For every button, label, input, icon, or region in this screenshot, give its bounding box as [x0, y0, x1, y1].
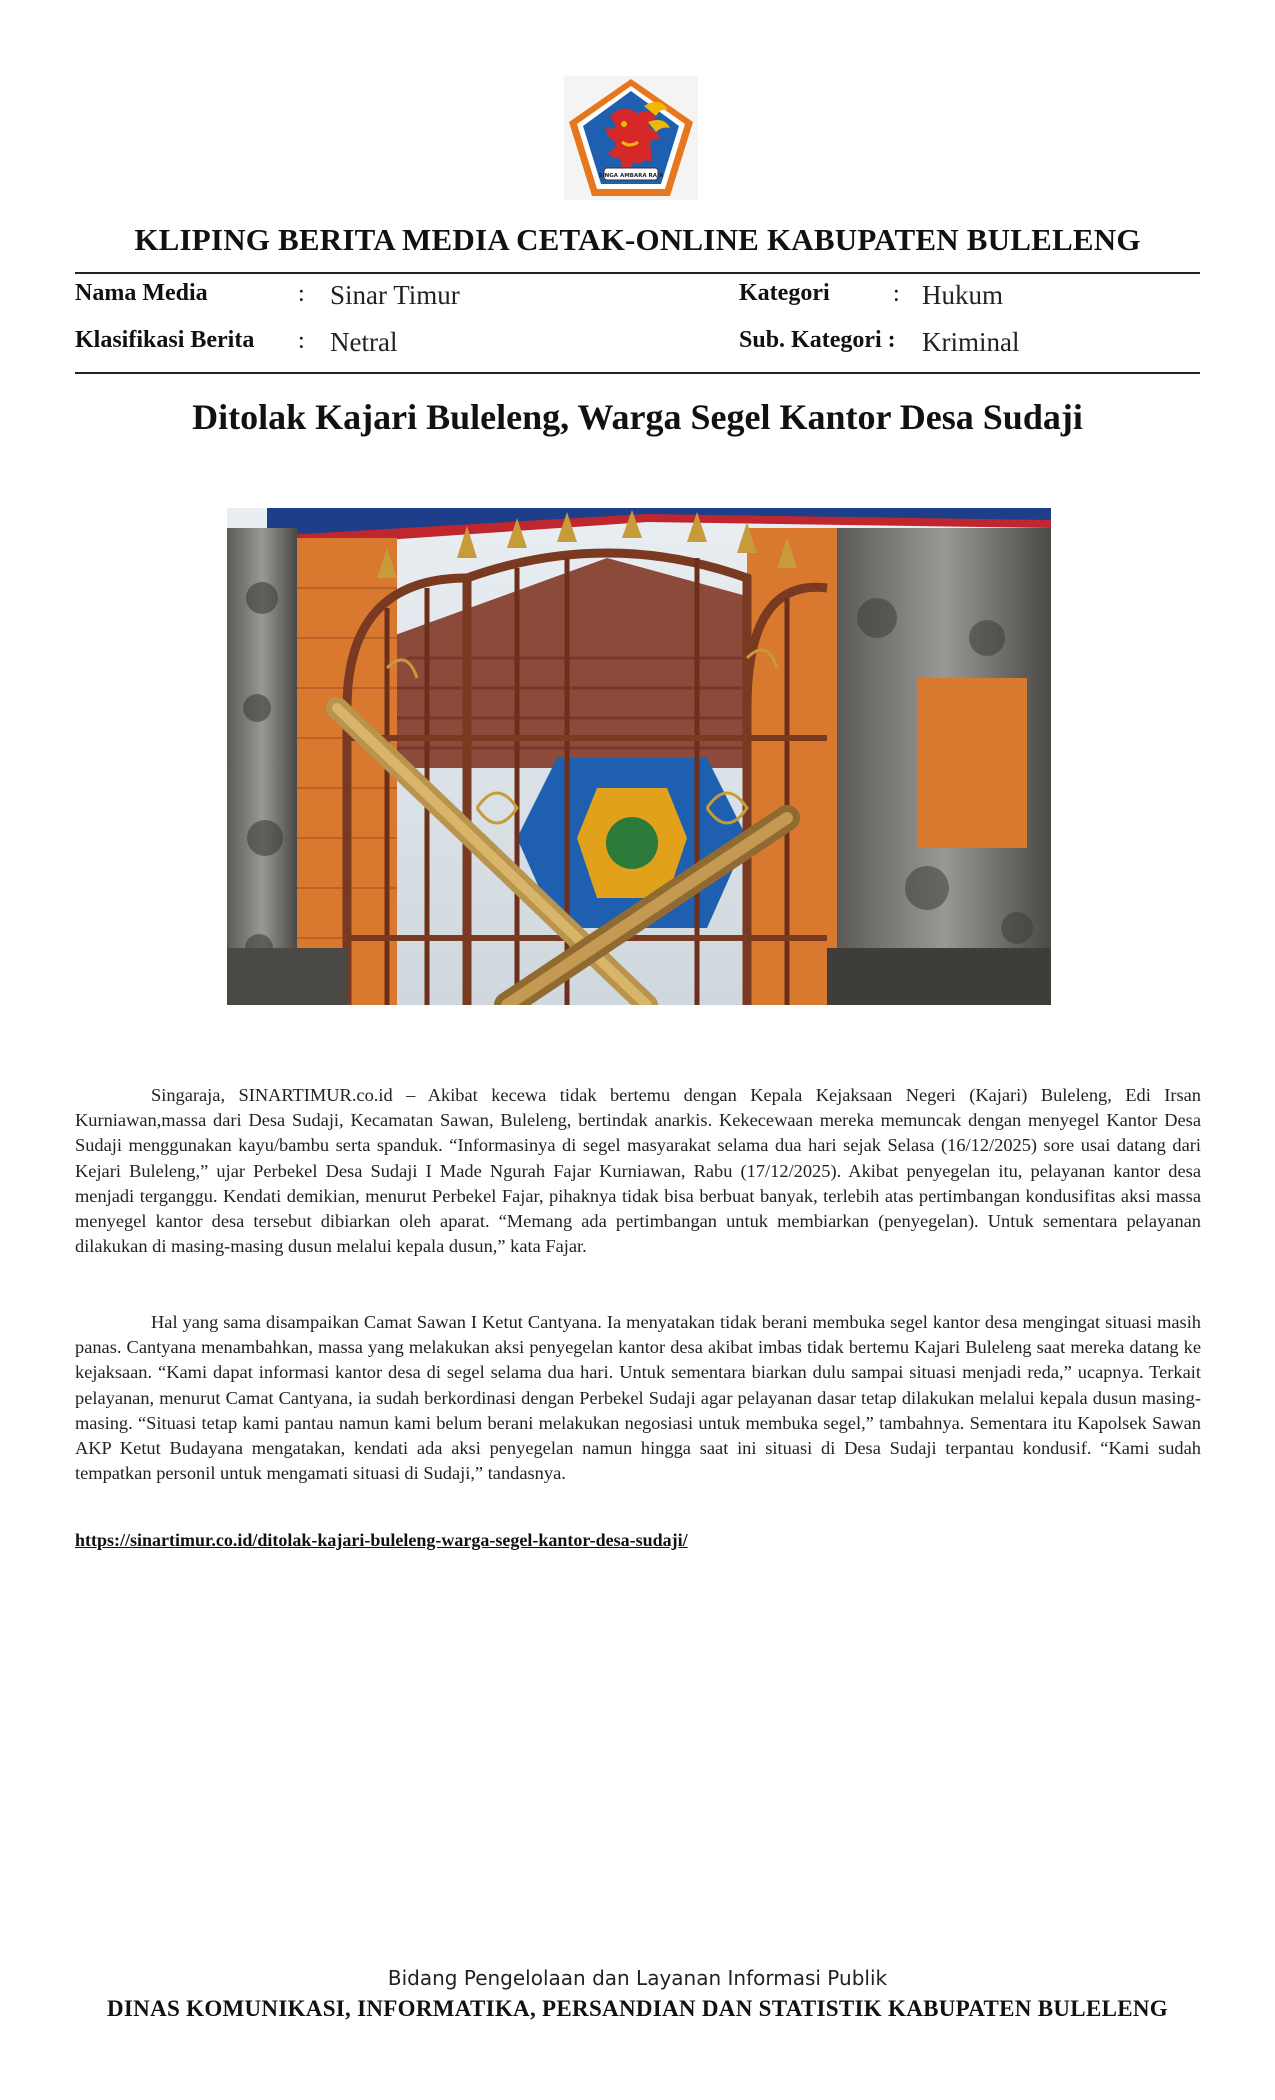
sub-kategori-value: Kriminal: [922, 327, 1020, 357]
nama-media-label: Nama Media: [75, 280, 208, 306]
kategori-value: Hukum: [922, 280, 1003, 310]
document-title: KLIPING BERITA MEDIA CETAK-ONLINE KABUPATEN BULELENG: [134, 222, 1141, 257]
sub-kategori-label: Sub. Kategori :: [739, 327, 896, 353]
article-paragraph-2: Hal yang sama disampaikan Camat Sawan I Ketut Cantyana. Ia menyatakan tidak berani membuka segel kantor desa mengingat situasi masih panas. Cantyana menambahkan, massa yang melakukan aksi penyegelan kantor desa akibat imbas tidak bertemu Kajari Buleleng saat mereka datang ke kejaksaan. “Kami dapat informasi kantor desa di segel selama dua hari. Untuk sementara biarkan dulu sampai situasi menjadi reda,” ucapnya. Terkait pelayanan, menurut Camat Cantyana, ia sudah berkordinasi dengan Perbekel Sudaji agar pelayanan dasar tetap dilakukan melalui kepala dusun masing-masing. “Situasi tetap kami pantau namun kami belum berani melakukan negosiasi untuk membuka segel,” tambahnya. Sementara itu Kapolsek Sawan AKP Ketut Budayana mengatakan, kendati ada aksi penyegelan namun hingga saat ini situasi di Desa Sudaji terpantau kondusif. “Kami sudah tempatkan personil untuk mengamati situasi di Sudaji,” tandasnya.: [75, 1312, 1201, 1484]
nama-media-value: Sinar Timur: [330, 280, 460, 310]
kategori-label: Kategori: [739, 280, 830, 306]
top-divider: [75, 272, 1200, 274]
klasifikasi-colon: :: [298, 328, 305, 354]
buleleng-logo: [564, 76, 698, 200]
article-photo: [227, 508, 1051, 1005]
nama-media-colon: :: [298, 281, 305, 307]
kategori-colon: :: [893, 281, 900, 307]
meta-divider: [75, 372, 1200, 374]
klasifikasi-value: Netral: [330, 327, 398, 357]
footer-agency: DINAS KOMUNIKASI, INFORMATIKA, PERSANDIAN DAN STATISTIK KABUPATEN BULELENG: [107, 1996, 1168, 2021]
article-headline: Ditolak Kajari Buleleng, Warga Segel Kantor Desa Sudaji: [192, 397, 1083, 437]
footer-department: Bidang Pengelolaan dan Layanan Informasi Publik: [387, 1966, 888, 1990]
article-paragraph-1: Singaraja, SINARTIMUR.co.id – Akibat kecewa tidak bertemu dengan Kepala Kejaksaan Negeri (Kajari) Buleleng, Edi Irsan Kurniawan,massa dari Desa Sudaji, Kecamatan Sawan, Buleleng, bertindak anarkis. Kekecewaan mereka memuncak dengan menyegel Kantor Desa Sudaji menggunakan kayu/bambu serta spanduk. “Informasinya di segel masyarakat selama dua hari sejak Selasa (16/12/2025) sore usai datang dari Kejari Buleleng,” ujar Perbekel Desa Sudaji I Made Ngurah Fajar Kurniawan, Rabu (17/12/2025). Akibat penyegelan itu, pelayanan kantor desa menjadi terganggu. Kendati demikian, menurut Perbekel Fajar, pihaknya tidak bisa berbuat banyak, terlebih atas pertimbangan kondusifitas aksi massa menyegel kantor desa tersebut dibiarkan oleh aparat. “Memang ada pertimbangan untuk membiarkan (penyegelan). Untuk sementara pelayanan dilakukan di masing-masing dusun melalui kepala dusun,” kata Fajar.: [75, 1085, 1201, 1257]
logo-caption: SINGA AMBARA RAJA: [598, 173, 664, 179]
klasifikasi-label: Klasifikasi Berita: [75, 327, 255, 353]
source-link[interactable]: https://sinartimur.co.id/ditolak-kajari-buleleng-warga-segel-kantor-desa-sudaji/: [75, 1530, 688, 1550]
